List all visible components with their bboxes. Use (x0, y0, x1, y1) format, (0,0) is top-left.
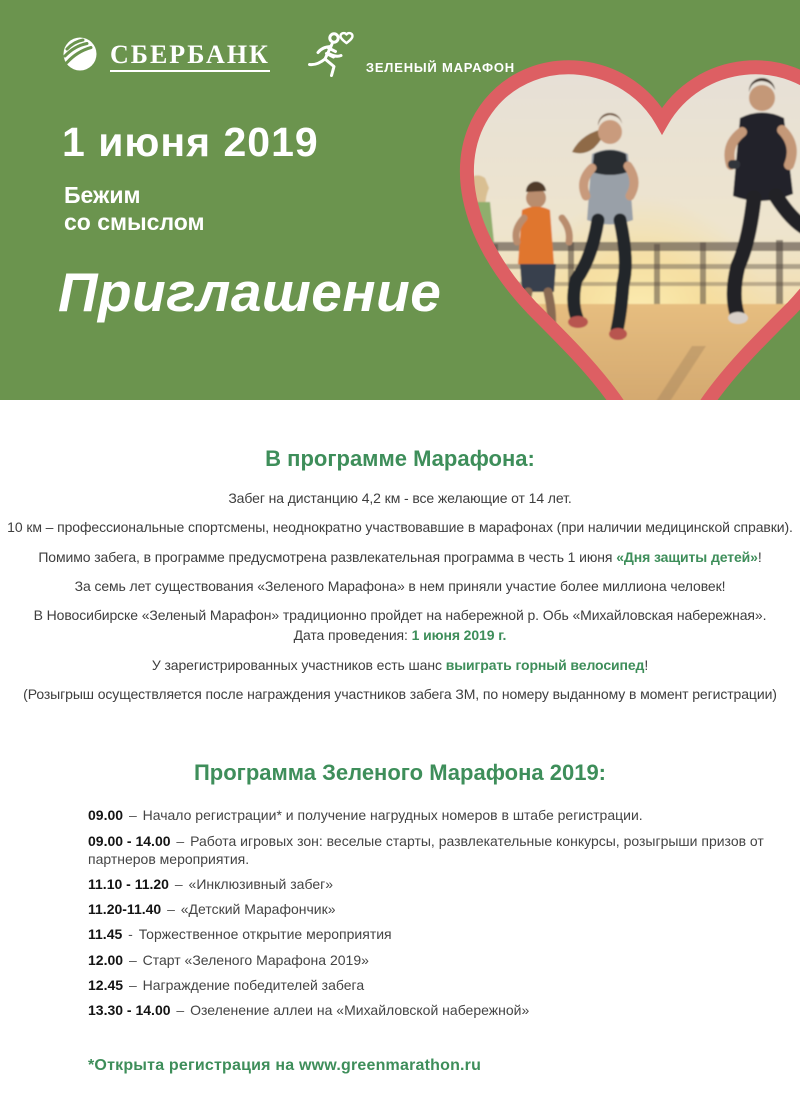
green-marathon-logo (304, 28, 515, 85)
paragraph-children-day: Помимо забега, в программе предусмотрена развлекательная программа в честь 1 июня «Дня защиты детей»! (38, 548, 762, 565)
schedule-text: Начало регистрации* и получение нагрудных номеров в штабе регистрации. (142, 807, 643, 824)
slogan-line2: со смыслом (64, 209, 205, 236)
paragraph-distance-10: 10 км – профессиональные спортсмены, неоднократно участвовавшие в марафонах (при наличии медицинской справки). (7, 519, 793, 536)
heart-shaped-runners-photo (432, 36, 800, 400)
children-day-highlight: «Дня защиты детей» (616, 548, 758, 565)
paragraph-distance-42: Забег на дистанцию 4,2 км - все желающие от 14 лет. (228, 490, 572, 506)
poster-body (0, 400, 800, 1075)
registration-note-text: *Открыта регистрация на (88, 1057, 299, 1075)
sberbank-circle-emblem-icon (60, 34, 100, 79)
invitation-title: Приглашение (58, 261, 442, 323)
schedule-time: 09.00 - 14.00 (88, 832, 171, 849)
schedule-time: 09.00 (88, 807, 124, 824)
schedule-text: Старт «Зеленого Марафона 2019» (142, 951, 369, 968)
paragraph-location: В Новосибирске «Зеленый Марафон» традиционно пройдет на набережной р. Обь «Михайловская набережная». Дата проведения: 1 июня 2019 г. (33, 607, 767, 644)
schedule-separator: – (176, 1001, 185, 1018)
schedule-time: 11.45 (88, 926, 123, 943)
slogan (64, 182, 205, 236)
logo-row (60, 28, 515, 85)
sberbank-wordmark: СБЕРБАНК (110, 41, 270, 72)
schedule-text: Торжественное открытие мероприятия (138, 926, 392, 943)
schedule-text: «Детский Марафончик» (180, 901, 336, 918)
schedule-separator: – (176, 832, 185, 849)
schedule-time: 12.45 (88, 976, 124, 993)
schedule-separator: – (128, 976, 137, 993)
schedule-separator: – (167, 901, 175, 918)
schedule-separator: – (128, 951, 137, 968)
schedule-time: 11.20-11.40 (88, 901, 162, 918)
schedule-text: Работа игровых зон: веселые старты, развлекательные конкурсы, розыгрыши призов от партнеров мероприятия. (88, 832, 764, 867)
paragraph-raffle-note: (Розыгрыш осуществляется после награждения участников забега ЗМ, по номеру выданному в момент регистрации) (23, 686, 777, 703)
sberbank-logo (60, 34, 270, 79)
schedule-separator: – (128, 807, 137, 824)
schedule-text: Награждение победителей забега (142, 976, 365, 993)
poster-header (0, 0, 800, 400)
schedule-item (88, 1001, 764, 1019)
schedule-item (88, 900, 764, 918)
schedule-time: 11.10 - 11.20 (88, 875, 169, 892)
schedule-item (88, 951, 764, 969)
slogan-line1: Бежим (64, 182, 141, 208)
schedule-text: «Инклюзивный забег» (188, 875, 334, 892)
event-date-title: 1 июня 2019 (62, 119, 319, 165)
registration-note (88, 1057, 800, 1075)
schedule-separator: - (128, 926, 133, 943)
schedule-item (88, 875, 764, 893)
program-paragraphs (6, 488, 794, 704)
schedule-heading: Программа Зеленого Марафона 2019: (193, 760, 607, 786)
marathon-wordmark: ЗЕЛЕНЫЙ МАРАФОН (365, 60, 515, 75)
event-date-highlight: 1 июня 2019 г. (411, 627, 507, 644)
schedule-item (88, 806, 764, 824)
schedule-item (88, 925, 764, 943)
prize-highlight: выиграть горный велосипед (445, 656, 645, 673)
registration-url[interactable]: www.greenmarathon.ru (298, 1057, 482, 1075)
program-heading: В программе Марафона: (265, 446, 535, 471)
schedule-time: 13.30 - 14.00 (88, 1001, 171, 1018)
schedule-text: Озеленение аллеи на «Михайловской набережной» (190, 1001, 530, 1018)
runner-with-heart-icon (304, 28, 358, 85)
schedule-item (88, 976, 764, 994)
schedule-item (88, 832, 764, 868)
schedule-time: 12.00 (88, 951, 124, 968)
paragraph-seven-years: За семь лет существования «Зеленого Марафона» в нем приняли участие более миллиона человек! (74, 577, 726, 594)
paragraph-prize: У зарегистрированных участников есть шанс выиграть горный велосипед! (151, 656, 649, 673)
schedule-separator: – (174, 875, 183, 892)
schedule-list (88, 806, 764, 1019)
